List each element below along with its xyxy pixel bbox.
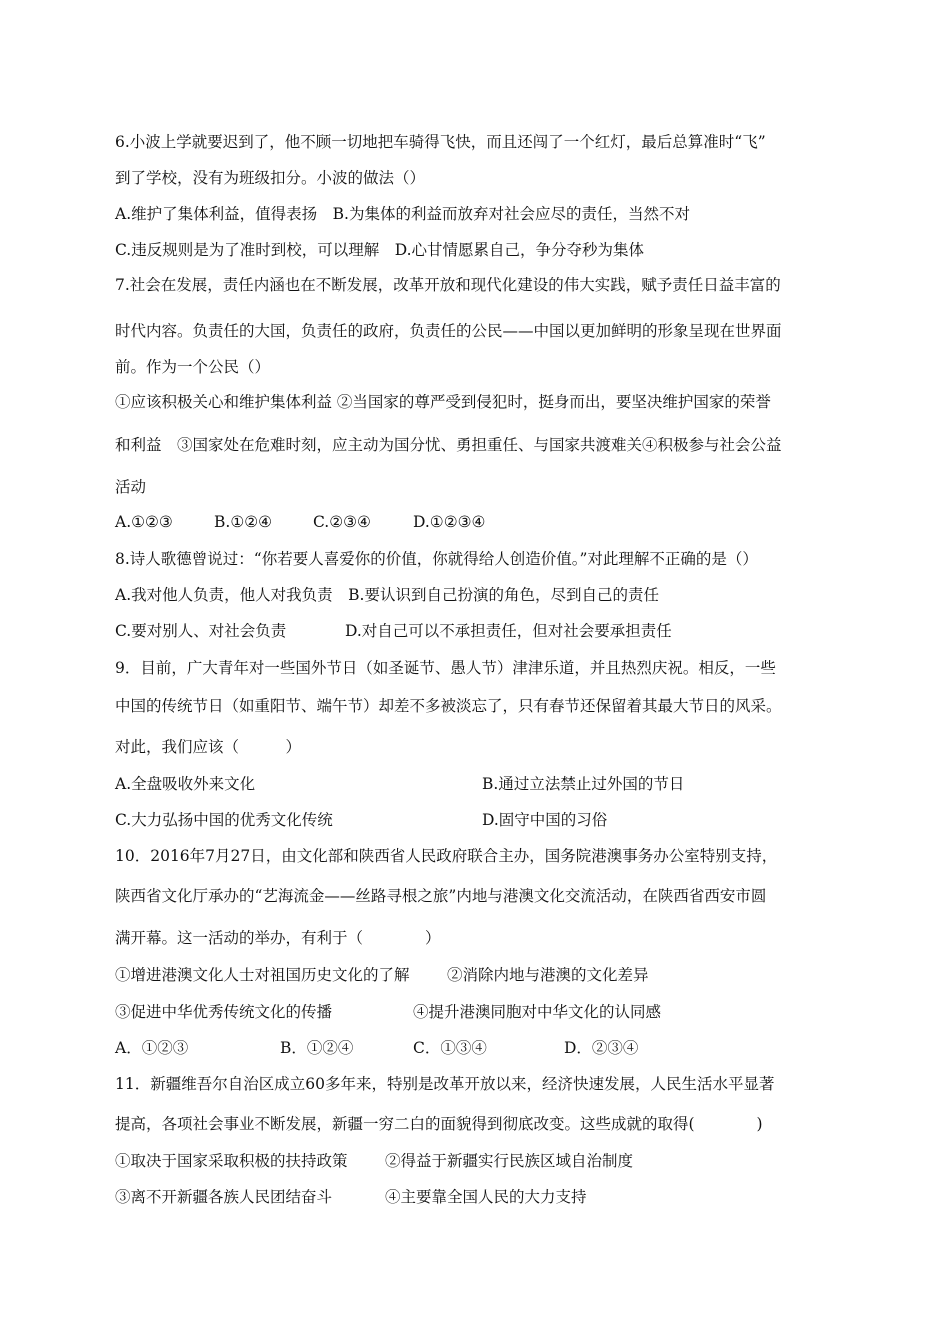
q6-stem-line-2: 到了学校，没有为班级扣分。小波的做法（）	[115, 169, 426, 187]
q7-option-a: A.①②③	[115, 513, 173, 531]
q7-option-c: C.②③④	[313, 513, 371, 531]
q10-statement-3: ③促进中华优秀传统文化的传播	[115, 1003, 333, 1021]
q11-stem-line-2: 提高，各项社会事业不断发展，新疆一穷二白的面貌得到彻底改变。这些成就的取得( )	[115, 1115, 763, 1133]
q10-stem-line-1: 10．2016年7月27日，由文化部和陕西省人民政府联合主办，国务院港澳事务办公室特别支持，	[115, 847, 778, 865]
q10-option-c: C．①③④	[413, 1039, 487, 1057]
q9-stem-line-3: 对此，我们应该（ ）	[115, 738, 302, 756]
q8-options-ab: A.我对他人负责，他人对我负责 B.要认识到自己扮演的角色，尽到自己的责任	[115, 586, 659, 604]
q10-option-b: B．①②④	[280, 1039, 354, 1057]
q9-option-c: C.大力弘扬中国的优秀文化传统	[115, 811, 333, 829]
q11-statement-1: ①取决于国家采取积极的扶持政策	[115, 1152, 348, 1170]
q11-statement-2: ②得益于新疆实行民族区域自治制度	[385, 1152, 634, 1170]
q10-statement-2: ②消除内地与港澳的文化差异	[447, 966, 649, 984]
q7-option-d: D.①②③④	[413, 513, 486, 531]
q9-stem-line-2: 中国的传统节日（如重阳节、端午节）却差不多被淡忘了，只有春节还保留着其最大节日的风采。	[115, 697, 782, 715]
q8-option-d: D.对自己可以不承担责任，但对社会要承担责任	[345, 622, 672, 640]
q10-stem-line-2: 陕西省文化厅承办的“艺海流金——丝路寻根之旅”内地与港澳文化交流活动，在陕西省西安市圆	[115, 887, 767, 905]
q9-stem-line-1: 9．目前，广大青年对一些国外节日（如圣诞节、愚人节）津津乐道，并且热烈庆祝。相反，一些	[115, 659, 776, 677]
q10-option-a: A．①②③	[115, 1039, 189, 1057]
q10-stem-line-3: 满开幕。这一活动的举办，有利于（ ）	[115, 929, 441, 947]
q7-statement-line-3: 活动	[115, 478, 147, 496]
q7-stem-line-1: 7.社会在发展，责任内涵也在不断发展，改革开放和现代化建设的伟大实践，赋予责任日益丰富的	[115, 276, 781, 294]
q11-statement-4: ④主要靠全国人民的大力支持	[385, 1188, 587, 1206]
q10-statement-1: ①增进港澳文化人士对祖国历史文化的了解	[115, 966, 410, 984]
q6-stem-line-1: 6.小波上学就要迟到了，他不顾一切地把车骑得飞快，而且还闯了一个红灯，最后总算准时“飞”	[115, 133, 766, 151]
q6-options-cd: C.违反规则是为了准时到校，可以理解 D.心甘情愿累自己，争分夺秒为集体	[115, 241, 645, 259]
q9-option-a: A.全盘吸收外来文化	[115, 775, 256, 793]
q6-options-ab: A.维护了集体利益，值得表扬 B.为集体的利益而放弃对社会应尽的责任，当然不对	[115, 205, 690, 223]
q11-statement-3: ③离不开新疆各族人民团结奋斗	[115, 1188, 333, 1206]
q8-option-c: C.要对别人、对社会负责	[115, 622, 287, 640]
q10-statement-4: ④提升港澳同胞对中华文化的认同感	[413, 1003, 662, 1021]
q10-option-d: D．②③④	[564, 1039, 639, 1057]
q7-statement-line-1: ①应该积极关心和维护集体利益 ②当国家的尊严受到侵犯时，挺身而出，要坚决维护国家的荣誉	[115, 393, 771, 411]
q8-stem-line-1: 8.诗人歌德曾说过：“你若要人喜爱你的价值，你就得给人创造价值。”对此理解不正确的是（）	[115, 550, 758, 568]
q11-stem-line-1: 11．新疆维吾尔自治区成立60多年来，特别是改革开放以来，经济快速发展，人民生活水平显著	[115, 1075, 775, 1093]
q9-option-b: B.通过立法禁止过外国的节日	[482, 775, 685, 793]
q7-stem-line-3: 前。作为一个公民（）	[115, 358, 271, 376]
q7-option-b: B.①②④	[214, 513, 273, 531]
q7-stem-line-2: 时代内容。负责任的大国，负责任的政府，负责任的公民——中国以更加鲜明的形象呈现在世界面	[115, 322, 782, 340]
q7-statement-line-2: 和利益 ③国家处在危难时刻，应主动为国分忧、勇担重任、与国家共渡难关④积极参与社会公益	[115, 436, 782, 454]
q9-option-d: D.固守中国的习俗	[482, 811, 608, 829]
